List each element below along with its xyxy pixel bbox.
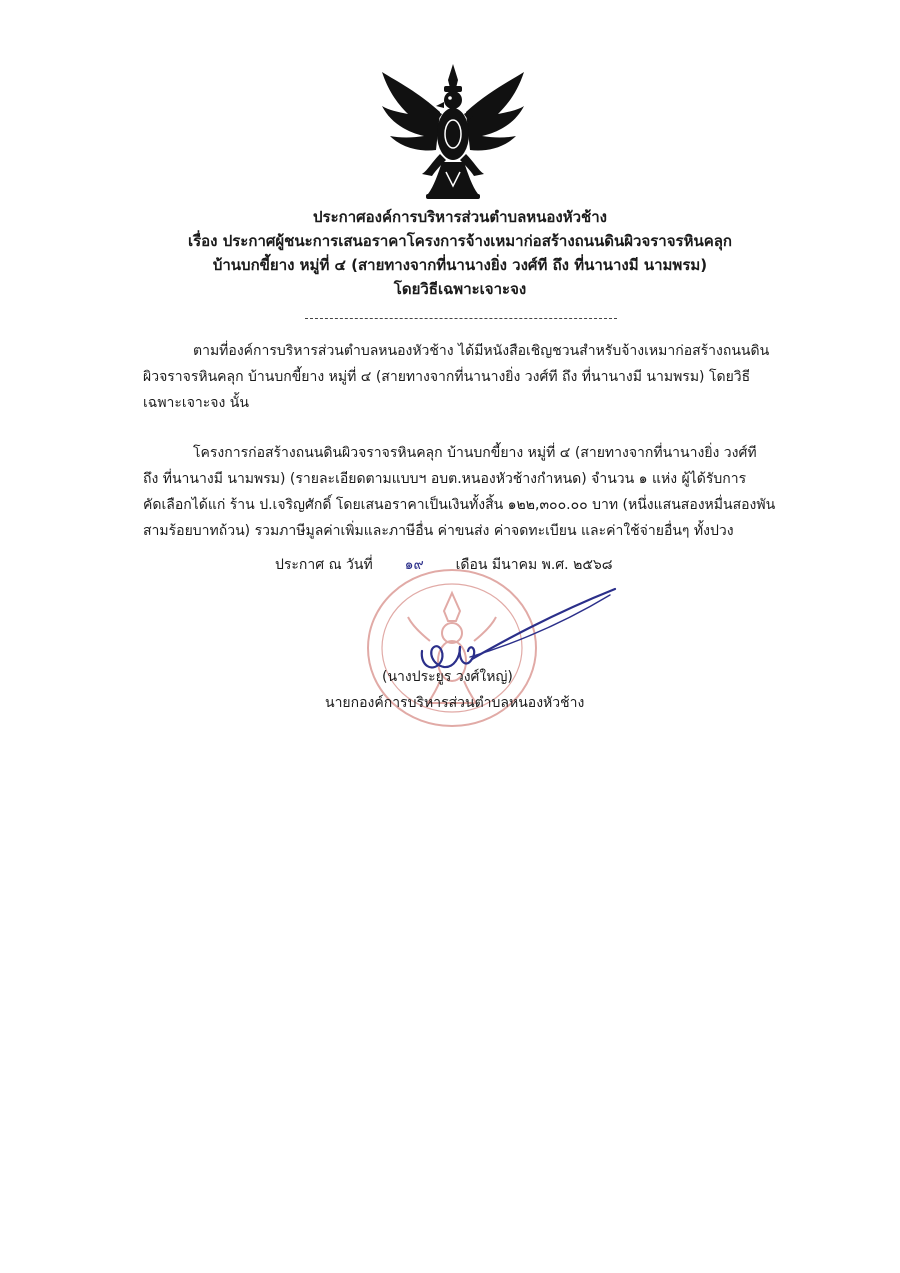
paragraph-award: [143, 440, 811, 544]
paragraph-line: ถึง ที่นานางมี นามพรม) (รายละเอียดตามแบบฯ อบต.หนองหัวช้างกำหนด) จำนวน ๑ แห่ง ผู้ได้รับการ: [143, 471, 747, 487]
paragraph-invitation: [143, 338, 811, 416]
heading-method: โดยวิธีเฉพาะเจาะจง: [393, 280, 527, 298]
announcement-date: [275, 554, 613, 576]
date-prefix: ประกาศ ณ วันที่: [275, 557, 373, 573]
garuda-emblem-icon: [378, 62, 528, 202]
paragraph-line: โครงการก่อสร้างถนนดินผิวจราจรหินคลุก บ้านบกขี้ยาง หมู่ที่ ๔ (สายทางจากที่นานางยิ่ง วงศ์ที: [193, 445, 757, 461]
heading-divider: [305, 318, 617, 319]
date-day: ๑๙: [404, 557, 424, 573]
signer-name: (นางประยูร วงศ์ใหญ่): [382, 669, 513, 685]
heading-issuer: ประกาศองค์การบริหารส่วนตำบลหนองหัวช้าง: [313, 208, 607, 226]
heading-subject: เรื่อง ประกาศผู้ชนะการเสนอราคาโครงการจ้างเหมาก่อสร้างถนนดินผิวจราจรหินคลุก: [187, 232, 733, 250]
heading-location: บ้านบกขี้ยาง หมู่ที่ ๔ (สายทางจากที่นานางยิ่ง วงศ์ที ถึง ที่นานางมี นามพรม): [212, 256, 708, 274]
paragraph-line: เฉพาะเจาะจง นั้น: [143, 395, 249, 411]
paragraph-line: ตามที่องค์การบริหารส่วนตำบลหนองหัวช้าง ได้มีหนังสือเชิญชวนสำหรับจ้างเหมาก่อสร้างถนนดิน: [193, 343, 770, 359]
signer-title: นายกองค์การบริหารส่วนตำบลหนองหัวช้าง: [325, 695, 585, 711]
paragraph-line: สามร้อยบาทถ้วน) รวมภาษีมูลค่าเพิ่มและภาษีอื่น ค่าขนส่ง ค่าจดทะเบียน และค่าใช้จ่ายอื่นๆ ทั้งปวง: [143, 523, 734, 539]
paragraph-line: ผิวจราจรหินคลุก บ้านบกขี้ยาง หมู่ที่ ๔ (สายทางจากที่นานางยิ่ง วงศ์ที ถึง ที่นานางมี นามพรม) โดยวิธี: [143, 369, 751, 385]
date-month-year: เดือน มีนาคม พ.ศ. ๒๕๖๘: [455, 557, 613, 573]
document-heading: [110, 205, 810, 301]
paragraph-line: คัดเลือกได้แก่ ร้าน ป.เจริญศักดิ์ โดยเสนอราคาเป็นเงินทั้งสิ้น ๑๒๒,๓๐๐.๐๐ บาท (หนึ่งแสนสองหมื่นสองพัน: [143, 497, 776, 513]
